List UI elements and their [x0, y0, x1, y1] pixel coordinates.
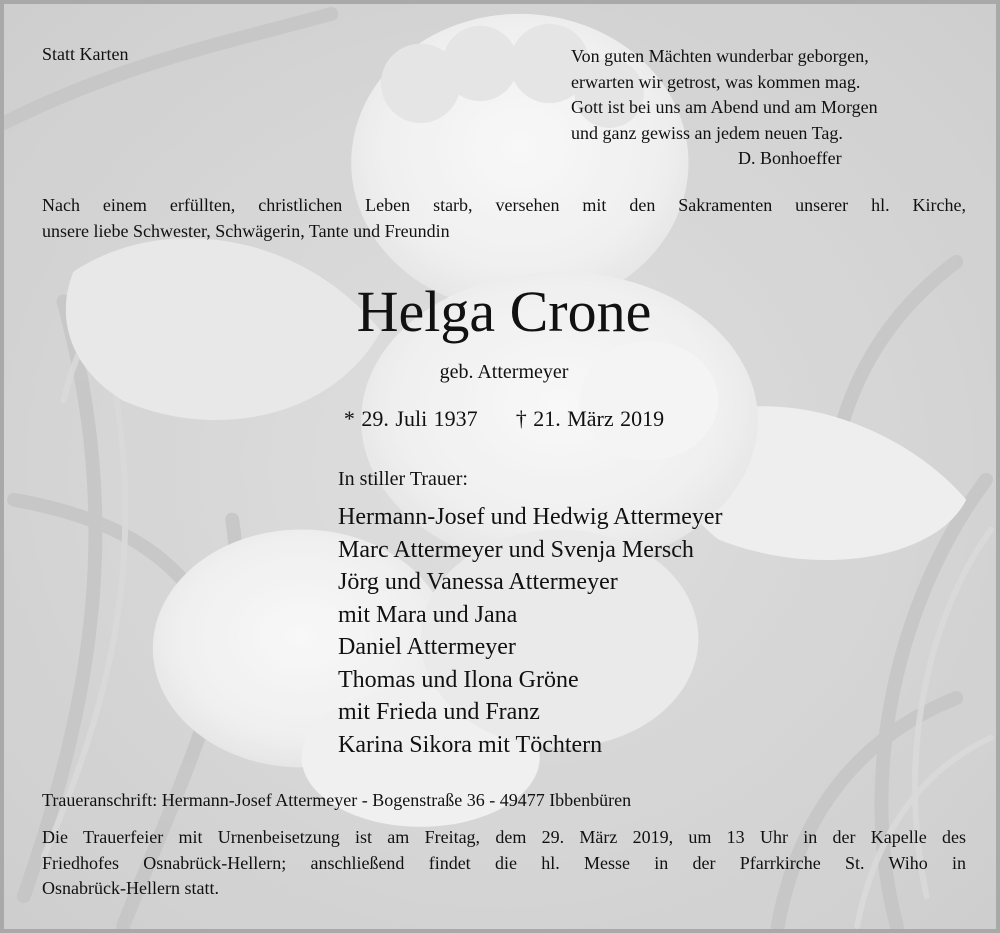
mourner-entry: mit Frieda und Franz — [338, 699, 540, 725]
mourner-entry: Daniel Attermeyer — [338, 634, 516, 660]
poem-line: und ganz gewiss an jedem neuen Tag. — [571, 122, 843, 143]
mourners-list — [338, 501, 723, 761]
death-date: † 21. März 2019 — [515, 406, 665, 431]
service-line-1: Die Trauerfeier mit Urnenbeisetzung ist am Freitag, dem 29. März 2019, um 13 Uhr in der Kapelle des — [42, 827, 966, 847]
service-line-2: Friedhofes Osnabrück-Hellern; anschließend findet die hl. Messe in der Pfarrkirche St. Wiho in — [42, 852, 966, 873]
birth-date: * 29. Juli 1937 — [343, 406, 478, 431]
mourner-entry: Jörg und Vanessa Attermeyer — [338, 569, 618, 595]
notice-content — [4, 4, 996, 929]
intro-line-1: Nach einem erfüllten, christlichen Leben starb, versehen mit den Sakramenten unserer hl. Kirche, — [42, 195, 966, 215]
poem-line: Gott ist bei uns am Abend und am Morgen — [571, 97, 878, 117]
poem-line: Von guten Mächten wunderbar geborgen, — [571, 46, 869, 66]
intro-paragraph — [42, 193, 966, 244]
bonhoeffer-poem — [571, 44, 878, 172]
poem-author: D. Bonhoeffer — [738, 148, 842, 168]
mourning-address: Traueranschrift: Hermann-Josef Attermeyer - Bogenstraße 36 - 49477 Ibbenbüren — [42, 790, 632, 810]
poem-line: erwarten wir getrost, was kommen mag. — [571, 71, 861, 92]
mourner-entry: Karina Sikora mit Töchtern — [338, 731, 603, 758]
mourner-entry: Hermann-Josef und Hedwig Attermeyer — [338, 504, 723, 530]
mourner-entry: Marc Attermeyer und Svenja Mersch — [338, 536, 694, 563]
mourners-title: In stiller Trauer: — [338, 468, 468, 490]
mourner-entry: mit Mara und Jana — [338, 601, 518, 628]
service-details — [42, 825, 966, 902]
life-dates — [4, 406, 1000, 432]
statt-karten-label: Statt Karten — [42, 44, 129, 64]
service-line-3: Osnabrück-Hellern statt. — [42, 878, 219, 898]
deceased-name: Helga Crone — [356, 279, 652, 344]
birth-name: geb. Attermeyer — [439, 361, 569, 383]
intro-line-2: unsere liebe Schwester, Schwägerin, Tante und Freundin — [42, 220, 450, 241]
mourner-entry: Thomas und Ilona Gröne — [338, 666, 579, 693]
